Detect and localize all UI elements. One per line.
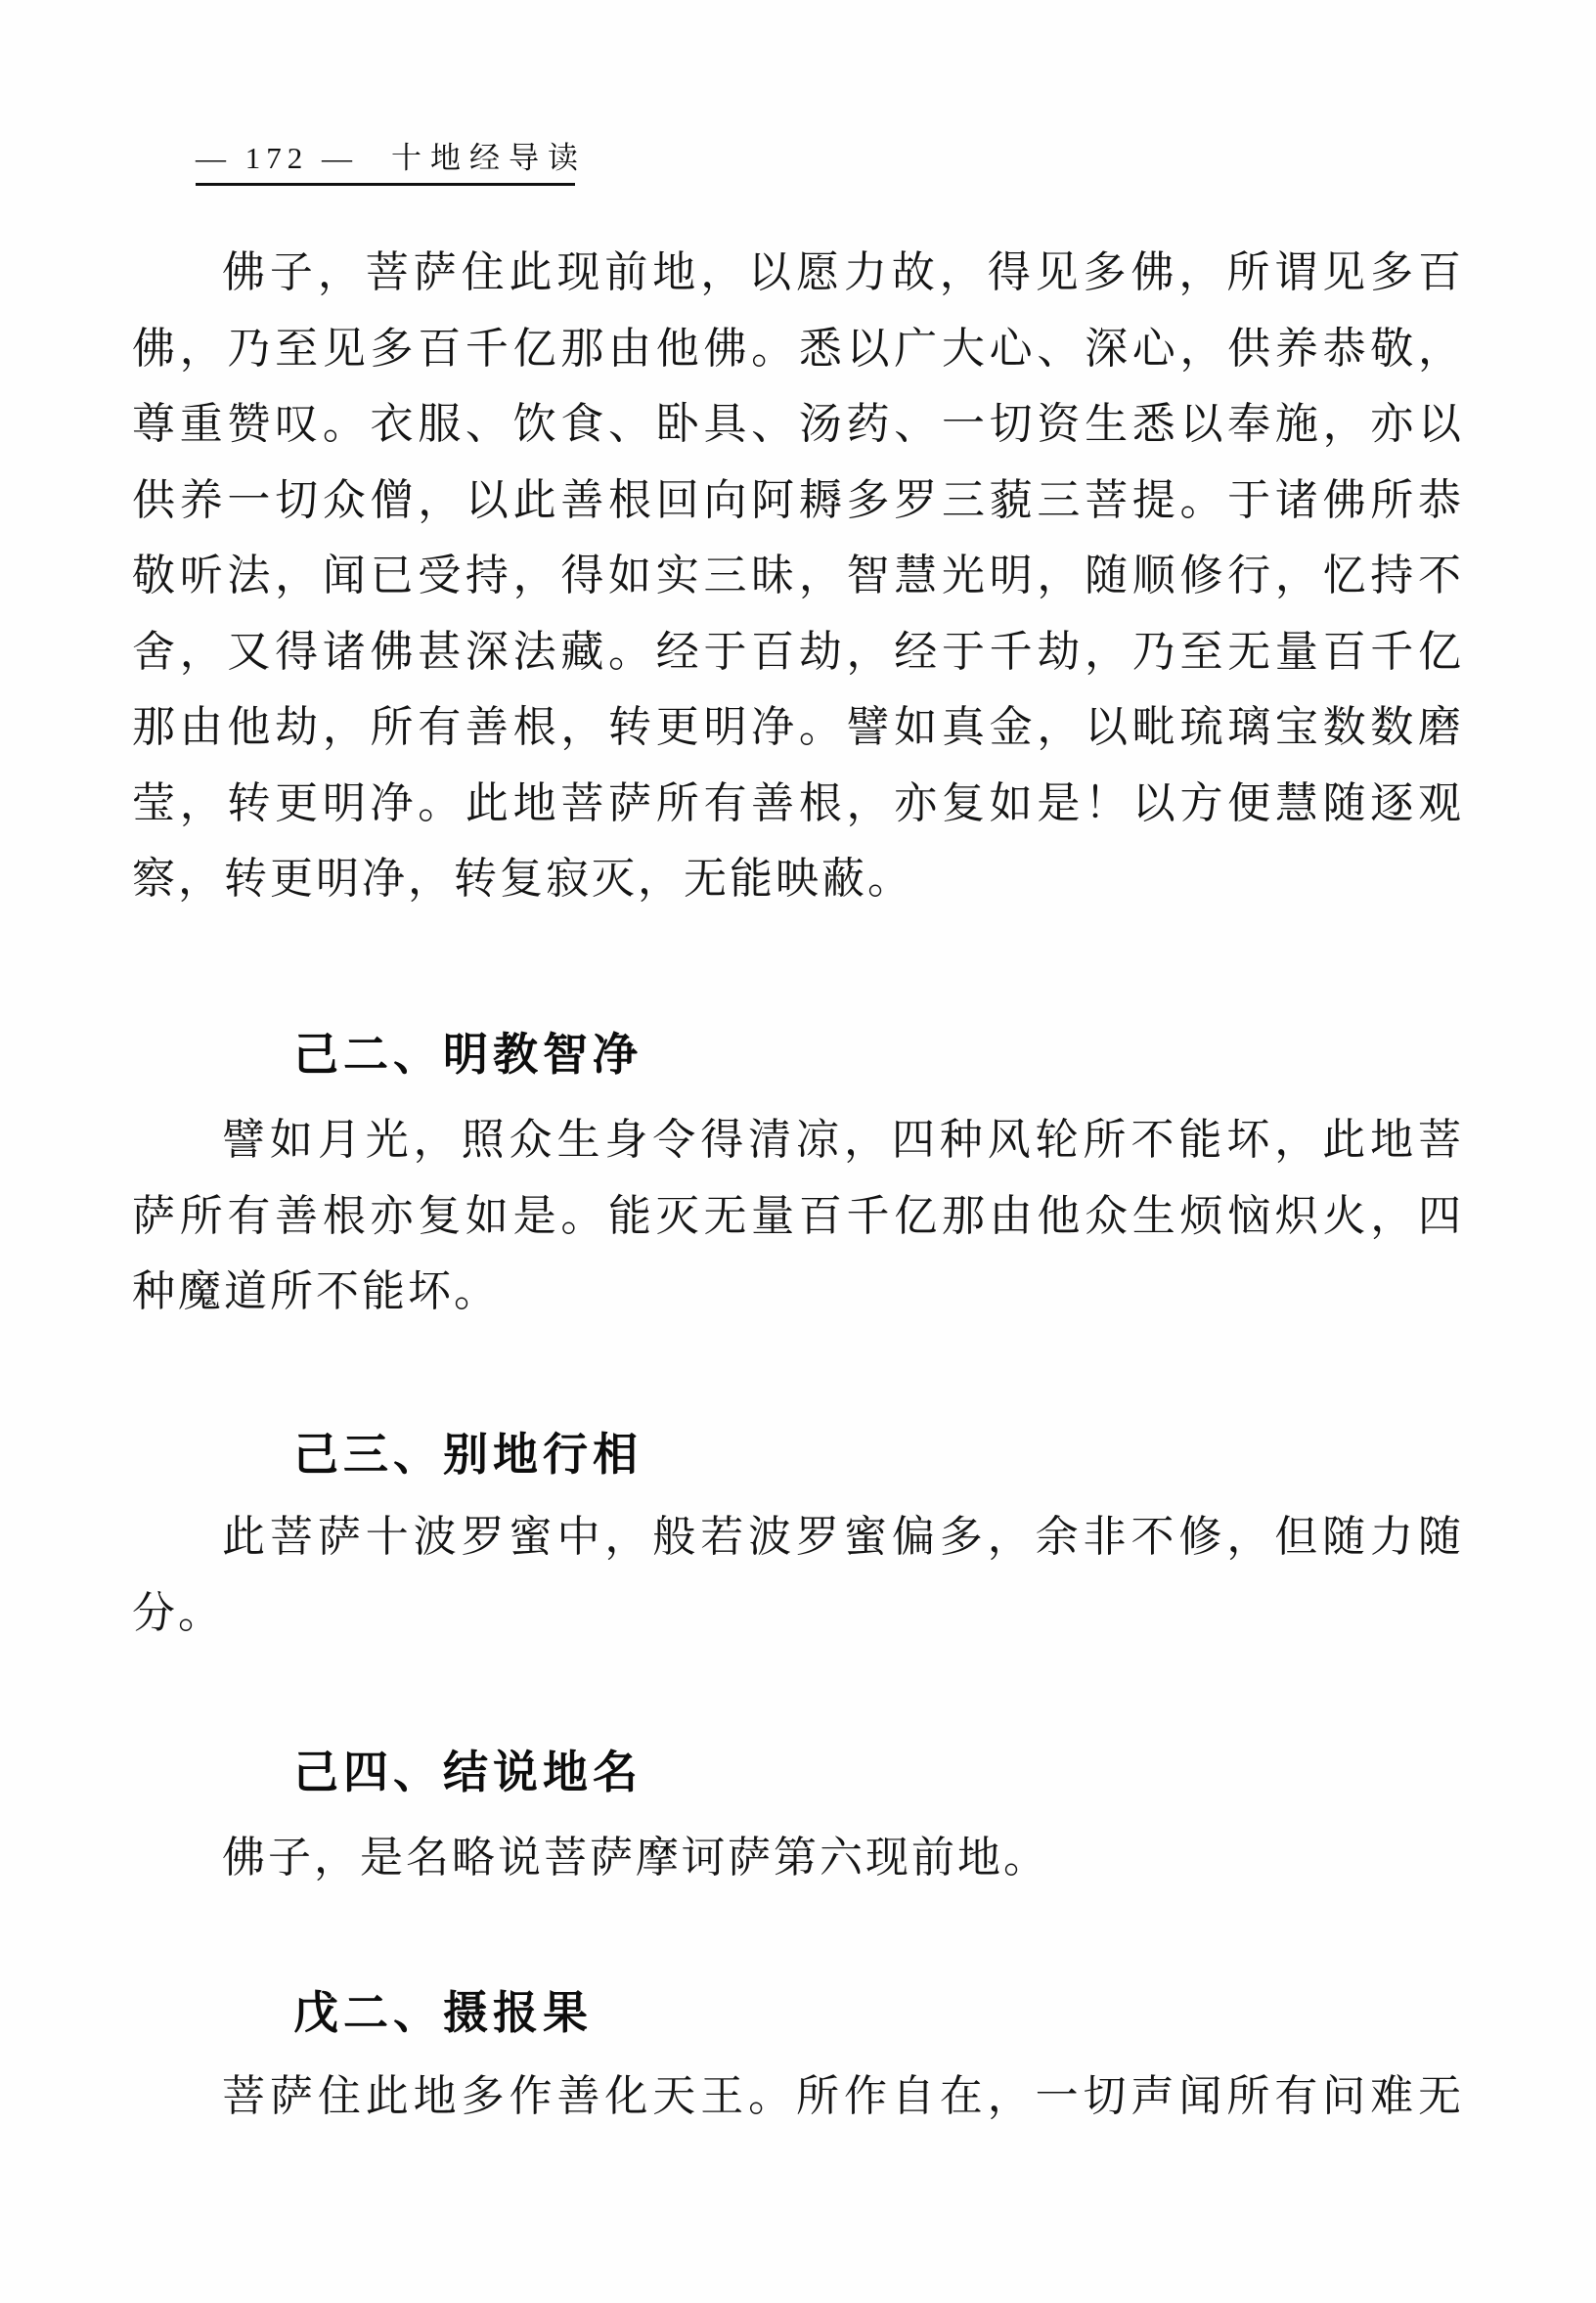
- section-heading: 戊二、摄报果: [293, 1988, 593, 2038]
- book-title: 十地经导读: [391, 141, 587, 175]
- body-line: 舍，又得诸佛甚深法藏。经于百劫，经于千劫，乃至无量百千亿: [132, 627, 1464, 676]
- body-paragraph: [132, 1499, 1464, 1651]
- body-line: 那由他劫，所有善根，转更明净。譬如真金，以毗琉璃宝数数磨: [132, 703, 1464, 751]
- body-paragraph: [132, 1820, 1464, 1896]
- body-line: 种魔道所不能坏。: [132, 1267, 500, 1315]
- page-header: [196, 133, 587, 186]
- body-line: 佛子，是名略说菩萨摩诃萨第六现前地。: [222, 1833, 1049, 1882]
- body-line: 分。: [132, 1588, 224, 1637]
- text-block: [132, 235, 1464, 2134]
- body-line: 佛子，菩萨住此现前地，以愿力故，得见多佛，所谓见多百: [222, 248, 1464, 296]
- body-paragraph: [132, 235, 1464, 917]
- section-heading: 己四、结说地名: [293, 1748, 643, 1797]
- body-line: 譬如月光，照众生身令得清凉，四种风轮所不能坏，此地菩: [222, 1116, 1464, 1164]
- body-line: 佛，乃至见多百千亿那由他佛。悉以广大心、深心，供养恭敬，: [132, 324, 1464, 373]
- body-line: 尊重赞叹。衣服、饮食、卧具、汤药、一切资生悉以奉施，亦以: [132, 400, 1464, 448]
- page-number: — 172 —: [196, 141, 358, 175]
- body-line: 察，转更明净，转复寂灭，无能映蔽。: [132, 855, 913, 903]
- body-line: 此菩萨十波罗蜜中，般若波罗蜜偏多，余非不修，但随力随: [222, 1513, 1464, 1561]
- body-line: 敬听法，闻已受持，得如实三昧，智慧光明，随顺修行，忆持不: [132, 552, 1464, 599]
- body-line: 供养一切众僧，以此善根回向阿耨多罗三藐三菩提。于诸佛所恭: [132, 475, 1464, 524]
- body-line: 萨所有善根亦复如是。能灭无量百千亿那由他众生烦恼炽火，四: [132, 1191, 1464, 1240]
- body-paragraph: [132, 2059, 1464, 2135]
- body-paragraph: [132, 1102, 1464, 1330]
- section-heading: 己三、别地行相: [293, 1429, 643, 1480]
- body-line: 菩萨住此地多作善化天王。所作自在，一切声闻所有问难无: [222, 2071, 1464, 2120]
- section-heading: 己二、明教智净: [293, 1029, 643, 1080]
- body-line: 莹，转更明净。此地菩萨所有善根，亦复如是！以方便慧随逐观: [132, 778, 1464, 827]
